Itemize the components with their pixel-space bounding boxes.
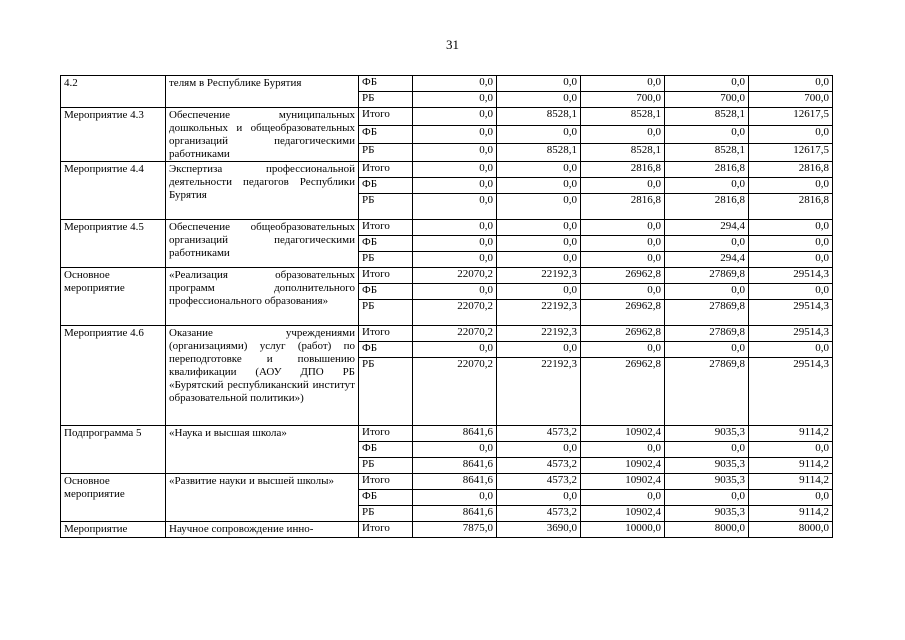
- amount-cell: 4573,2: [497, 506, 581, 522]
- amount-cell: 700,0: [665, 92, 749, 108]
- amount-cell: 0,0: [497, 236, 581, 252]
- amount-cell: 8528,1: [497, 108, 581, 126]
- amount-cell: 0,0: [665, 490, 749, 506]
- amount-cell: 0,0: [749, 178, 833, 194]
- row-group-description: Оказание учреждениями (организациями) услуг (работ) по переподготовке и повышению квалификации (АОУ ДПО РБ «Бурятский республиканский институт образовательной политики»): [166, 326, 359, 426]
- amount-cell: 22070,2: [413, 358, 497, 426]
- amount-cell: 10902,4: [581, 458, 665, 474]
- funding-source-cell: ФБ: [359, 342, 413, 358]
- amount-cell: 0,0: [581, 342, 665, 358]
- amount-cell: 0,0: [497, 92, 581, 108]
- amount-cell: 9114,2: [749, 506, 833, 522]
- row-group-description: Обеспечение общеобразовательных организаций педагогическими работниками: [166, 220, 359, 268]
- amount-cell: 10000,0: [581, 522, 665, 538]
- amount-cell: 2816,8: [581, 194, 665, 220]
- amount-cell: 10902,4: [581, 506, 665, 522]
- amount-cell: 0,0: [413, 442, 497, 458]
- funding-source-cell: Итого: [359, 426, 413, 442]
- amount-cell: 29514,3: [749, 268, 833, 284]
- row-group-description: Научное сопровождение инно-: [166, 522, 359, 538]
- amount-cell: 0,0: [497, 76, 581, 92]
- table-row: [61, 108, 833, 126]
- amount-cell: 26962,8: [581, 268, 665, 284]
- amount-cell: 0,0: [413, 144, 497, 162]
- amount-cell: 8641,6: [413, 506, 497, 522]
- amount-cell: 10902,4: [581, 426, 665, 442]
- amount-cell: 294,4: [665, 252, 749, 268]
- amount-cell: 22192,3: [497, 268, 581, 284]
- funding-source-cell: Итого: [359, 108, 413, 126]
- amount-cell: 9035,3: [665, 458, 749, 474]
- amount-cell: 4573,2: [497, 426, 581, 442]
- row-group-name: Основное мероприятие: [61, 474, 166, 522]
- amount-cell: 22192,3: [497, 300, 581, 326]
- amount-cell: 9035,3: [665, 474, 749, 490]
- funding-source-cell: РБ: [359, 358, 413, 426]
- amount-cell: 7875,0: [413, 522, 497, 538]
- amount-cell: 0,0: [581, 236, 665, 252]
- row-group-description: «Развитие науки и высшей школы»: [166, 474, 359, 522]
- amount-cell: 0,0: [581, 252, 665, 268]
- amount-cell: 0,0: [581, 126, 665, 144]
- amount-cell: 8641,6: [413, 474, 497, 490]
- amount-cell: 0,0: [413, 162, 497, 178]
- funding-source-cell: РБ: [359, 506, 413, 522]
- amount-cell: 0,0: [749, 442, 833, 458]
- amount-cell: 27869,8: [665, 358, 749, 426]
- amount-cell: 0,0: [581, 178, 665, 194]
- amount-cell: 2816,8: [665, 162, 749, 178]
- amount-cell: 9035,3: [665, 426, 749, 442]
- funding-source-cell: ФБ: [359, 284, 413, 300]
- amount-cell: 2816,8: [749, 194, 833, 220]
- amount-cell: 8528,1: [665, 108, 749, 126]
- row-group-name: Мероприятие 4.4: [61, 162, 166, 220]
- amount-cell: 27869,8: [665, 326, 749, 342]
- table-row: [61, 268, 833, 284]
- amount-cell: 26962,8: [581, 300, 665, 326]
- amount-cell: 0,0: [665, 284, 749, 300]
- funding-source-cell: Итого: [359, 522, 413, 538]
- row-group-name: Мероприятие 4.5: [61, 220, 166, 268]
- amount-cell: 9114,2: [749, 426, 833, 442]
- amount-cell: 0,0: [413, 92, 497, 108]
- amount-cell: 10902,4: [581, 474, 665, 490]
- amount-cell: 8528,1: [497, 144, 581, 162]
- amount-cell: 0,0: [413, 76, 497, 92]
- amount-cell: 8528,1: [581, 108, 665, 126]
- amount-cell: 0,0: [413, 342, 497, 358]
- amount-cell: 294,4: [665, 220, 749, 236]
- amount-cell: 29514,3: [749, 326, 833, 342]
- amount-cell: 2816,8: [665, 194, 749, 220]
- row-group-description: «Реализация образовательных программ дополнительного профессионального образования»: [166, 268, 359, 326]
- funding-source-cell: ФБ: [359, 126, 413, 144]
- amount-cell: 0,0: [413, 194, 497, 220]
- funding-source-cell: Итого: [359, 268, 413, 284]
- amount-cell: 0,0: [413, 126, 497, 144]
- funding-source-cell: РБ: [359, 458, 413, 474]
- funding-source-cell: Итого: [359, 162, 413, 178]
- amount-cell: 0,0: [413, 220, 497, 236]
- amount-cell: 700,0: [581, 92, 665, 108]
- amount-cell: 0,0: [413, 490, 497, 506]
- amount-cell: 9114,2: [749, 458, 833, 474]
- funding-source-cell: РБ: [359, 194, 413, 220]
- funding-source-cell: Итого: [359, 474, 413, 490]
- funding-source-cell: Итого: [359, 326, 413, 342]
- amount-cell: 0,0: [497, 490, 581, 506]
- amount-cell: 29514,3: [749, 358, 833, 426]
- amount-cell: 12617,5: [749, 108, 833, 126]
- row-group-name: Мероприятие: [61, 522, 166, 538]
- amount-cell: 0,0: [413, 108, 497, 126]
- amount-cell: 0,0: [497, 178, 581, 194]
- row-group-description: Обеспечение муниципальных дошкольных и общеобразовательных организаций педагогическими работниками: [166, 108, 359, 162]
- amount-cell: 8000,0: [749, 522, 833, 538]
- amount-cell: 0,0: [749, 342, 833, 358]
- amount-cell: 9114,2: [749, 474, 833, 490]
- funding-source-cell: РБ: [359, 300, 413, 326]
- amount-cell: 0,0: [497, 442, 581, 458]
- amount-cell: 12617,5: [749, 144, 833, 162]
- amount-cell: 0,0: [497, 284, 581, 300]
- funding-source-cell: РБ: [359, 252, 413, 268]
- amount-cell: 4573,2: [497, 474, 581, 490]
- table-row: [61, 76, 833, 92]
- amount-cell: 0,0: [497, 252, 581, 268]
- amount-cell: 3690,0: [497, 522, 581, 538]
- amount-cell: 22070,2: [413, 326, 497, 342]
- amount-cell: 0,0: [497, 342, 581, 358]
- amount-cell: 0,0: [497, 194, 581, 220]
- funding-source-cell: ФБ: [359, 490, 413, 506]
- amount-cell: 0,0: [665, 126, 749, 144]
- table-row: [61, 162, 833, 178]
- funding-source-cell: ФБ: [359, 236, 413, 252]
- funding-source-cell: ФБ: [359, 442, 413, 458]
- amount-cell: 0,0: [749, 76, 833, 92]
- amount-cell: 22192,3: [497, 358, 581, 426]
- amount-cell: 0,0: [497, 220, 581, 236]
- table-row: [61, 426, 833, 442]
- amount-cell: 700,0: [749, 92, 833, 108]
- row-group-name: Мероприятие 4.3: [61, 108, 166, 162]
- amount-cell: 2816,8: [749, 162, 833, 178]
- amount-cell: 0,0: [413, 236, 497, 252]
- amount-cell: 0,0: [749, 284, 833, 300]
- amount-cell: 9035,3: [665, 506, 749, 522]
- amount-cell: 0,0: [581, 76, 665, 92]
- row-group-description: «Наука и высшая школа»: [166, 426, 359, 474]
- amount-cell: 0,0: [497, 126, 581, 144]
- amount-cell: 0,0: [497, 162, 581, 178]
- amount-cell: 22192,3: [497, 326, 581, 342]
- amount-cell: 0,0: [749, 126, 833, 144]
- amount-cell: 0,0: [581, 442, 665, 458]
- table-row: [61, 474, 833, 490]
- amount-cell: 0,0: [665, 178, 749, 194]
- row-group-description: телям в Республике Бурятия: [166, 76, 359, 108]
- funding-source-cell: ФБ: [359, 178, 413, 194]
- amount-cell: 0,0: [413, 284, 497, 300]
- amount-cell: 0,0: [413, 252, 497, 268]
- row-group-name: Основное мероприятие: [61, 268, 166, 326]
- amount-cell: 8528,1: [581, 144, 665, 162]
- amount-cell: 0,0: [581, 284, 665, 300]
- table-row: [61, 522, 833, 538]
- amount-cell: 0,0: [665, 342, 749, 358]
- amount-cell: 22070,2: [413, 300, 497, 326]
- funding-source-cell: ФБ: [359, 76, 413, 92]
- row-group-name: Мероприятие 4.6: [61, 326, 166, 426]
- amount-cell: 0,0: [665, 76, 749, 92]
- amount-cell: 26962,8: [581, 326, 665, 342]
- row-group-name: Подпрограмма 5: [61, 426, 166, 474]
- amount-cell: 26962,8: [581, 358, 665, 426]
- amount-cell: 8528,1: [665, 144, 749, 162]
- amount-cell: 8000,0: [665, 522, 749, 538]
- amount-cell: 27869,8: [665, 268, 749, 284]
- table-row: [61, 326, 833, 342]
- amount-cell: 0,0: [665, 442, 749, 458]
- amount-cell: 8641,6: [413, 426, 497, 442]
- amount-cell: 0,0: [581, 220, 665, 236]
- amount-cell: 0,0: [665, 236, 749, 252]
- budget-table: [60, 75, 833, 538]
- funding-source-cell: РБ: [359, 144, 413, 162]
- funding-source-cell: РБ: [359, 92, 413, 108]
- amount-cell: 0,0: [749, 490, 833, 506]
- amount-cell: 29514,3: [749, 300, 833, 326]
- row-group-description: Экспертиза профессиональной деятельности педагогов Республики Бурятия: [166, 162, 359, 220]
- table-body: [61, 76, 833, 538]
- amount-cell: 4573,2: [497, 458, 581, 474]
- row-group-name: 4.2: [61, 76, 166, 108]
- table-row: [61, 220, 833, 236]
- amount-cell: 2816,8: [581, 162, 665, 178]
- amount-cell: 0,0: [749, 236, 833, 252]
- amount-cell: 8641,6: [413, 458, 497, 474]
- amount-cell: 0,0: [581, 490, 665, 506]
- funding-source-cell: Итого: [359, 220, 413, 236]
- page-number: 31: [446, 37, 459, 52]
- amount-cell: 0,0: [413, 178, 497, 194]
- amount-cell: 22070,2: [413, 268, 497, 284]
- amount-cell: 0,0: [749, 220, 833, 236]
- amount-cell: 0,0: [749, 252, 833, 268]
- amount-cell: 27869,8: [665, 300, 749, 326]
